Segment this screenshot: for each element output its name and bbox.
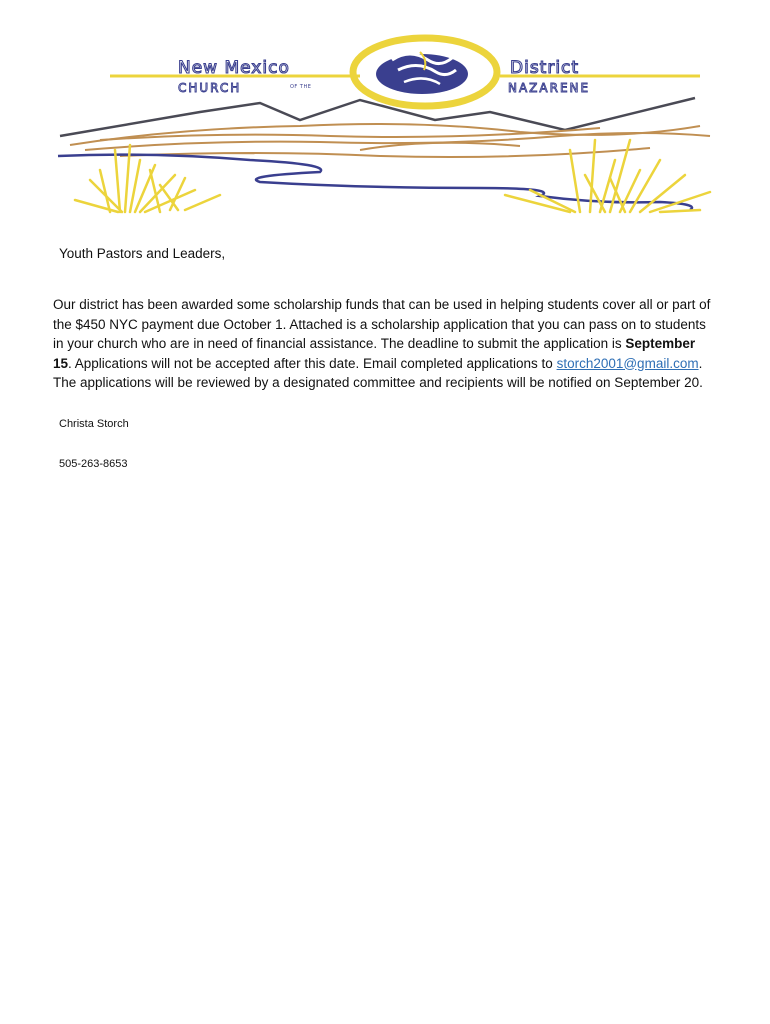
body-part-1: Our district has been awarded some scholarship funds that can be used in helping students cover all or part of the $450 NYC payment due October 1. Attached is a scholarship application that you can pass on to students in your church who are in need of financial assistance. The deadline to submit the application is [53,297,711,351]
letterhead-left-tiny: OF THE [290,84,312,90]
letterhead-right-bottom: NAZARENE [508,81,591,95]
body-part-3: . The applications will be reviewed by a designated committee and recipients will be notified on September 20. [53,355,703,390]
email-link[interactable]: storch2001@gmail.com [556,355,699,371]
desert-hills [70,124,710,157]
mountain-outline [60,98,695,136]
letterhead-right-top: District [510,58,580,78]
letterhead-logo [0,0,770,235]
deadline-date: September 15 [53,336,696,371]
letterhead-left-bottom: CHURCH [178,81,242,95]
signature-name: Christa Storch [59,418,129,430]
letterhead-left-top: New Mexico [178,58,290,78]
letter-greeting: Youth Pastors and Leaders, [59,246,226,261]
phone-number: 505-263-8653 [59,458,128,470]
body-part-2: . Applications will not be accepted after this date. Email completed applications to [68,355,557,371]
letter-body [53,295,713,393]
